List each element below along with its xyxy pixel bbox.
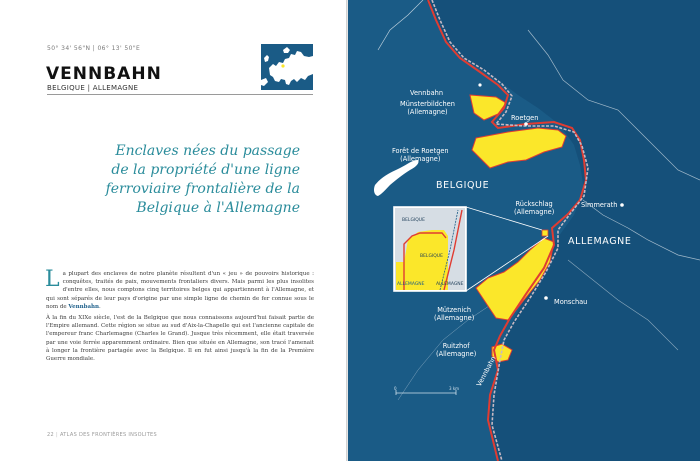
label-belgique: BELGIQUE [436, 180, 490, 191]
headline [60, 142, 300, 218]
keyword-vennbahn: Vennbahn [68, 303, 100, 310]
vennbahn-top-dot [478, 83, 481, 86]
paragraph-1-end: . [99, 303, 101, 310]
location-marker [281, 64, 284, 67]
place-subtitle: BELGIQUE | ALLEMAGNE [47, 84, 139, 92]
label-allemagne: ALLEMAGNE [568, 236, 632, 247]
monschau-dot [544, 296, 548, 300]
label-vennbahn-top: Vennbahn [410, 89, 443, 97]
europe-locator-map [261, 44, 313, 90]
page-number: 22 [47, 432, 54, 438]
headline-line: de la propriété d'une ligne [111, 162, 300, 178]
label-munsterbildchen: Münsterbildchen (Allemagne) [400, 100, 455, 116]
paragraph-1-text: a plupart des enclaves de notre planète résultent d'un « jeu » de pouvoirs historique : conquêtes, traités de paix, mouvements frontaliers divers. Mais parmi les plus insolites d'entre elles, nous comptons cinq territoires belges qui appartiennent à l'Allemagne, et qui sont séparés de leur pays d'origine par une simple ligne de chemin de fer connue sous le nom de [46, 271, 314, 310]
germany-area [426, 0, 700, 461]
scale-start: 0 [394, 386, 397, 391]
headline-line: Enclaves nées du passage [115, 143, 300, 159]
roetgen-dot [524, 122, 528, 126]
label-ruitzhof: Ruitzhof (Allemagne) [436, 342, 477, 358]
map-canvas [348, 0, 700, 461]
label-roetgen: Roetgen [511, 114, 539, 122]
coordinates: 50° 34' 56"N | 06° 13' 50"E [47, 45, 141, 52]
folio: 22 | ATLAS DES FRONTIÈRES INSOLITES [47, 432, 157, 438]
vennbahn-map [348, 0, 700, 461]
paragraph-1 [45, 267, 314, 311]
simmerath-dot [620, 203, 624, 207]
enclave-munsterbildchen [470, 95, 506, 120]
inset-label-belgique-a: BELGIQUE [402, 218, 425, 223]
left-page [0, 0, 346, 461]
label-foret-de-roetgen: Forêt de Roetgen (Allemagne) [392, 147, 449, 163]
title-divider [47, 94, 313, 95]
headline-line: Belgique à l'Allemagne [136, 200, 300, 216]
scale-end: 3 km [449, 386, 460, 391]
label-ruckschlag: Rückschlag (Allemagne) [514, 200, 555, 216]
drop-cap: L [45, 267, 60, 292]
inset-label-allemagne-b: ALLEMAGNE [436, 282, 464, 287]
enclave-ruckschlag [542, 230, 548, 236]
label-vennbahn-bottom: Vennbahn [475, 354, 498, 388]
reservoir [374, 160, 419, 196]
paragraph-2: À la fin du XIXe siècle, l'est de la Belgique que nous connaissons aujourd'hui faisait partie de l'Empire allemand. Cette région se situe au sud d'Aix-la-Chapelle qui est l'ancienne capitale de l'empereur franc Charlemagne (Charles le Grand). Jusque très récemment, elle était traversée par une voie ferrée apparemment ordinaire. Bien que située en Allemagne, son tracé l'amenait à longer la frontière partagée avec la Belgique. Il en fut ainsi jusqu'à la fin de la Première Guerre mondiale. [46, 315, 314, 363]
headline-line: ferroviaire frontalière de la [105, 181, 300, 197]
inset-label-allemagne-a: ALLEMAGNE [397, 282, 425, 287]
body-text [45, 267, 314, 366]
place-title: VENNBAHN [46, 64, 162, 84]
label-simmerath: Simmerath [581, 201, 618, 209]
enclave-foret-de-roetgen [472, 128, 566, 168]
inset-label-belgique-b: BELGIQUE [420, 254, 443, 259]
label-mutzenich: Mützenich (Allemagne) [434, 306, 475, 322]
label-monschau: Monschau [554, 298, 588, 306]
book-title: ATLAS DES FRONTIÈRES INSOLITES [59, 432, 157, 438]
